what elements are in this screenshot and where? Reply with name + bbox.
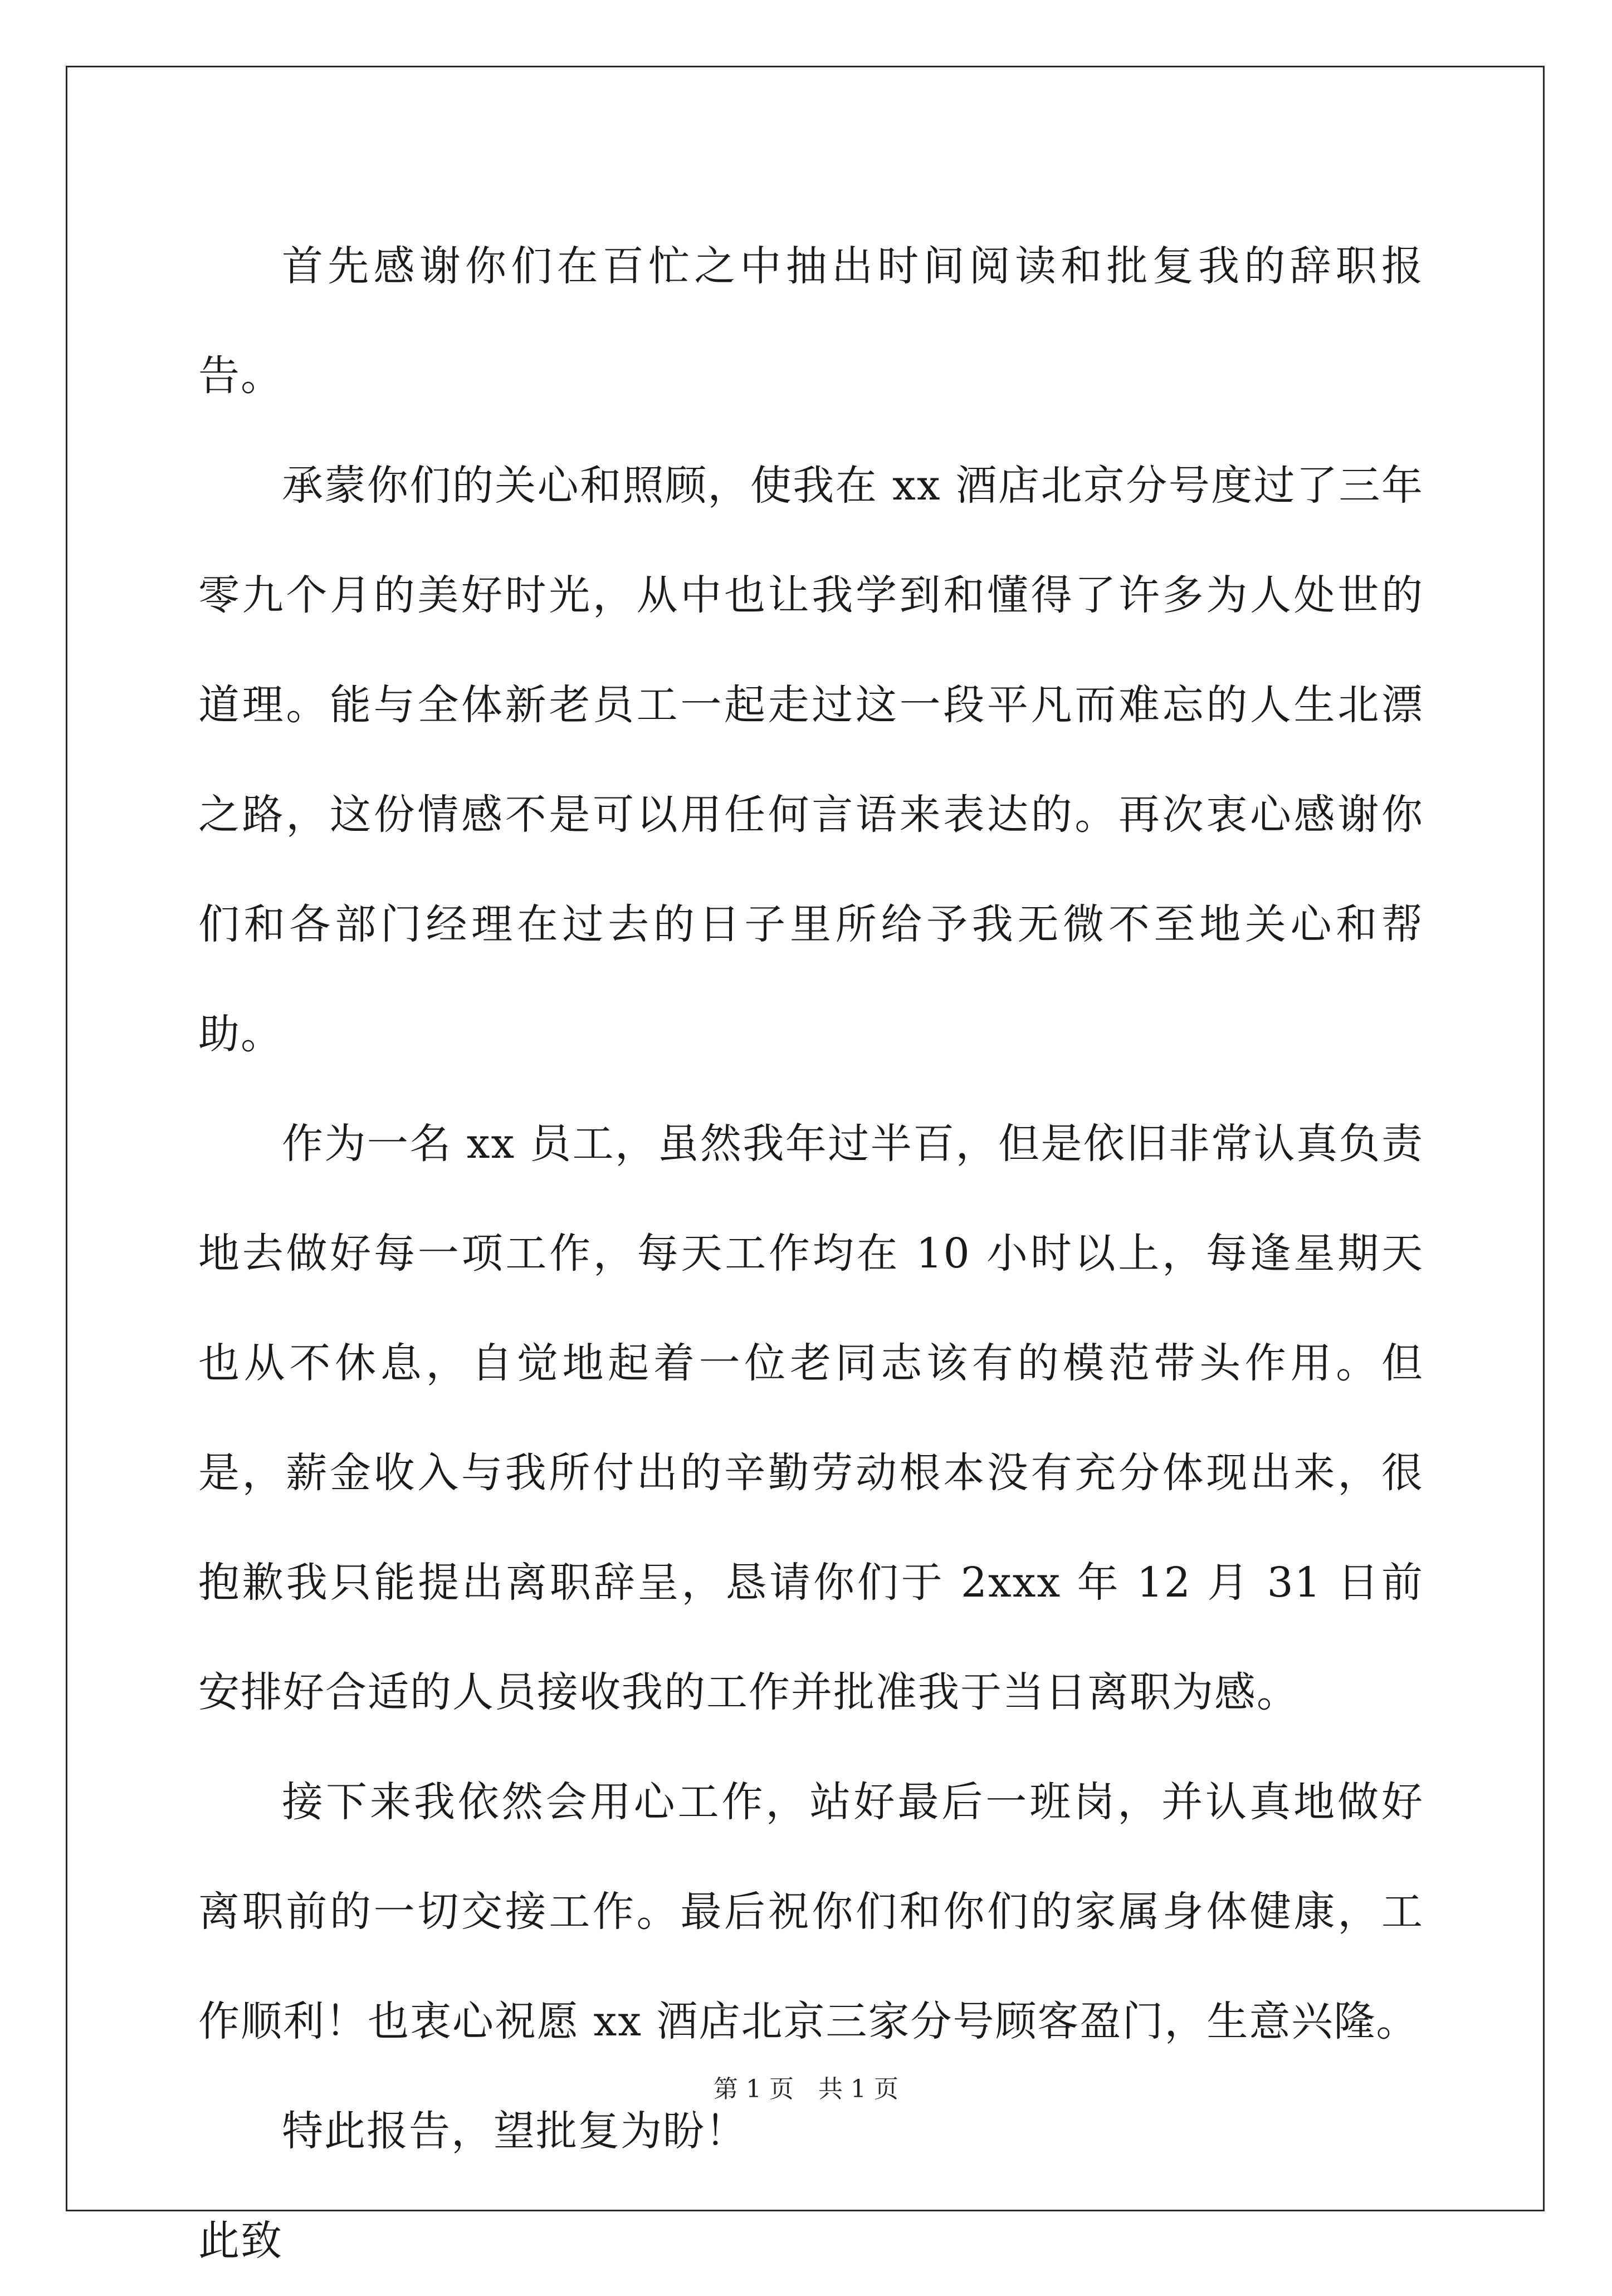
paragraph-reason: 作为一名 xx 员工，虽然我年过半百，但是依旧非常认真负责地去做好每一项工作，每天工作均在 10 小时以上，每逢星期天也从不休息，自觉地起着一位老同志该有的模范带头作用。但是，薪金收入与我所付出的辛勤劳动根本没有充分体现出来，很抱歉我只能提出离职辞呈，恳请你们于 2xxx 年 12 月 31 日前安排好合适的人员接收我的工作并批准我于当日离职为感。	[198, 1120, 1424, 1716]
paragraph-thanks: 首先感谢你们在百忙之中抽出时间阅读和批复我的辞职报告。	[198, 242, 1424, 400]
paragraph-gratitude: 承蒙你们的关心和照顾，使我在 xx 酒店北京分号度过了三年零九个月的美好时光，从中也让我学到和懂得了许多为人处世的道理。能与全体新老员工一起走过这一段平凡而难忘的人生北漂之路，这份情感不是可以用任何言语来表达的。再次衷心感谢你们和各部门经理在过去的日子里所给予我无微不至地关心和帮助。	[198, 462, 1424, 1058]
page-footer: 第 1 页 共 1 页	[714, 2075, 898, 2103]
letter-body	[198, 212, 1424, 2296]
paragraph-handover: 接下来我依然会用心工作，站好最后一班岗，并认真地做好离职前的一切交接工作。最后祝你们和你们的家属身体健康，工作顺利！也衷心祝愿 xx 酒店北京三家分号顾客盈门，生意兴隆。	[198, 1778, 1424, 2045]
paragraph-request: 特此报告，望批复为盼！	[282, 2107, 748, 2155]
closing-salutation: 此致	[198, 2217, 283, 2265]
